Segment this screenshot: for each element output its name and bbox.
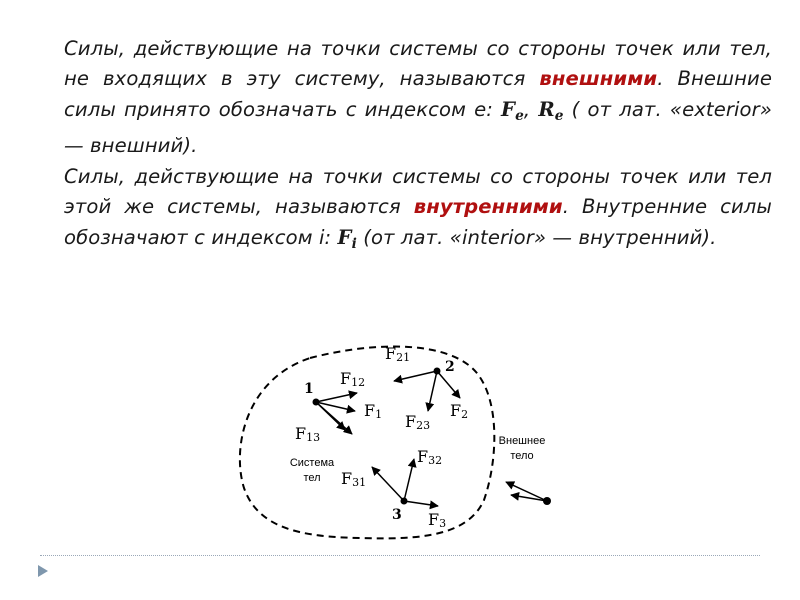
term-external: внешними bbox=[539, 67, 658, 91]
system-label-line2: тел bbox=[303, 472, 321, 484]
p2-intro: Силы, действующие на точки системы со стороны точек или тел этой же системы, называются bbox=[64, 164, 772, 219]
p2-tail: (от лат. «interior» — внутренний). bbox=[356, 225, 717, 249]
footer-divider bbox=[40, 555, 760, 556]
point-3-label: 3 bbox=[392, 507, 402, 523]
point-2-dot bbox=[434, 368, 441, 375]
label-F2: F2 bbox=[450, 401, 469, 421]
external-body-label-line2: тело bbox=[510, 450, 534, 462]
label-F3: F3 bbox=[428, 510, 447, 530]
triangle-bullet-icon bbox=[38, 565, 48, 577]
term-internal: внутренними bbox=[413, 195, 563, 219]
label-F23: F23 bbox=[405, 412, 431, 432]
symbol-Re: $R_e$ bbox=[538, 97, 564, 124]
external-body-dot bbox=[543, 497, 551, 505]
p1-intro: Силы, действующие на точки системы со стороны точек или тел, не входящих в эту систему, называются bbox=[64, 37, 772, 91]
external-body-label-line1: Внешнее bbox=[498, 435, 546, 447]
point-3-dot bbox=[401, 498, 408, 505]
p2-mid: . Внутренние силы обозначают с индексом i: bbox=[64, 195, 772, 249]
label-F13: F13 bbox=[295, 424, 321, 444]
p1-tail: ( от лат. «exterior» — внешний). bbox=[64, 97, 772, 158]
point-1-arrows bbox=[316, 393, 357, 434]
external-body-arrows bbox=[506, 482, 547, 501]
system-boundary bbox=[240, 346, 494, 538]
point-1-label: 1 bbox=[304, 381, 314, 397]
point-1-dot bbox=[313, 399, 320, 406]
label-F12: F12 bbox=[340, 369, 366, 389]
system-label-line1: Система bbox=[289, 457, 335, 469]
label-F31: F31 bbox=[341, 469, 367, 489]
label-F1: F1 bbox=[364, 401, 383, 421]
label-F32: F32 bbox=[417, 447, 443, 467]
point-2-label: 2 bbox=[445, 359, 455, 375]
p1-mid: . Внешние силы принято обозначать с индексом е: bbox=[64, 67, 772, 121]
label-F21: F21 bbox=[385, 344, 411, 364]
symbol-Fe: $F_e$ bbox=[501, 97, 524, 124]
p1-comma: , bbox=[523, 97, 539, 121]
symbol-Fi: $F_i$ bbox=[337, 225, 357, 252]
